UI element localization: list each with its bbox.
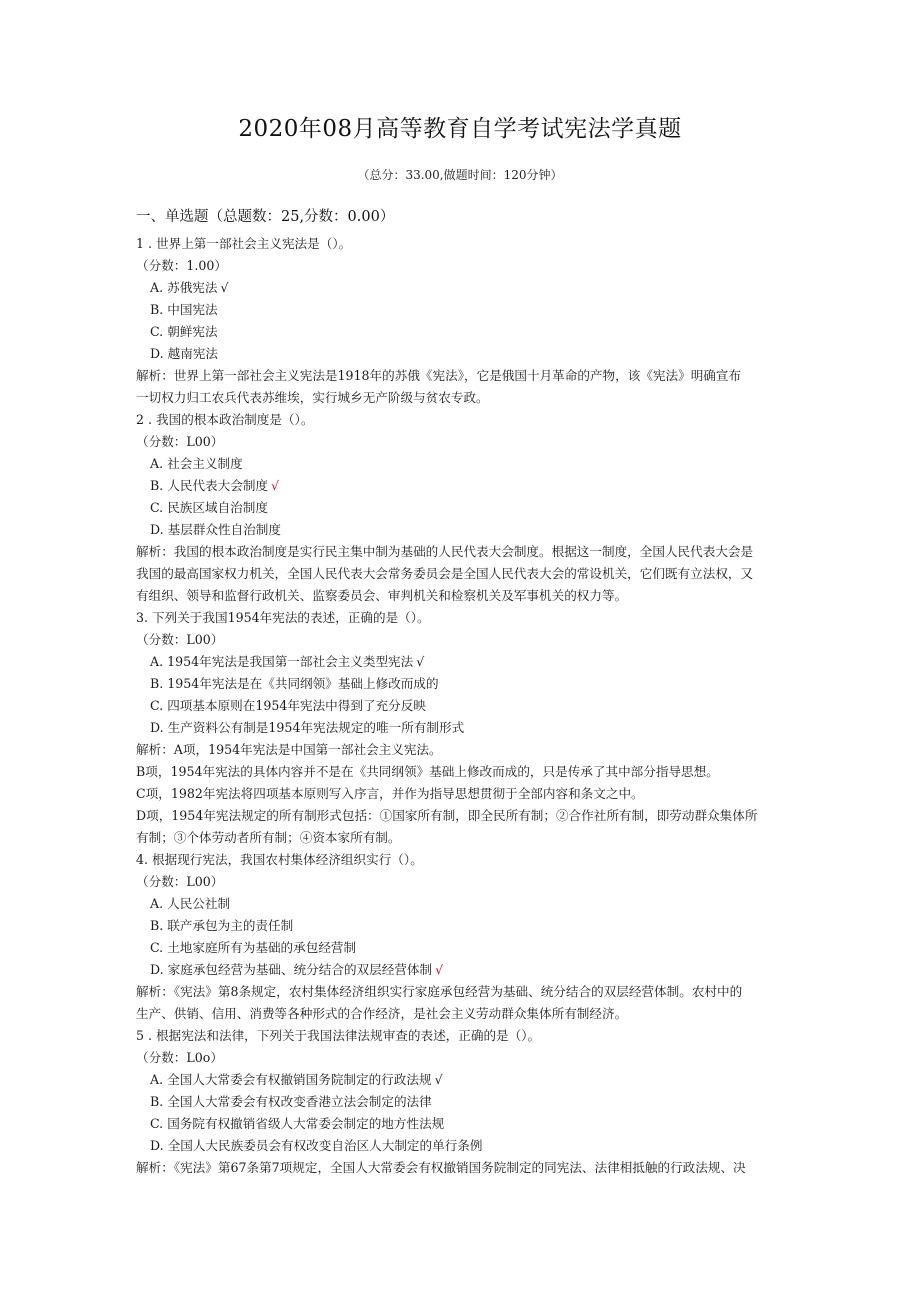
question-stem: 1 . 世界上第一部社会主义宪法是（）。 <box>136 236 352 251</box>
analysis-line: D项，1954年宪法规定的所有制形式包括：①国家所有制，即全民所有制；②合作社所有制，即劳动群众集体所 <box>136 808 758 823</box>
correct-answer-check-icon: √ <box>416 654 425 669</box>
answer-option <box>136 1069 786 1091</box>
analysis-line: 解析：《宪法》第67条第7项规定，全国人大常委会有权撤销国务院制定的同宪法、法律相抵触的行政法规、决 <box>136 1160 746 1175</box>
option-text: B. 联产承包为主的责任制 <box>150 918 294 933</box>
page-title: 2020年08月高等教育自学考试宪法学真题 <box>238 116 682 142</box>
analysis-line: 解析：《宪法》第8条规定，农村集体经济组织实行家庭承包经营为基础、统分结合的双层经营体制。农村中的 <box>136 984 743 999</box>
option-text: A. 苏俄宪法 <box>150 280 218 295</box>
option-text: D. 全国人大民族委员会有权改变自治区人大制定的单行条例 <box>150 1138 483 1153</box>
question-stem: 4. 根据现行宪法，我国农村集体经济组织实行（）。 <box>136 852 423 867</box>
question-score: （分数：L0o） <box>136 1050 223 1065</box>
question-item <box>136 607 786 849</box>
analysis-line: 有组织、领导和监督行政机关、监察委员会、审判机关和检察机关及军事机关的权力等。 <box>136 588 628 603</box>
correct-answer-check-icon: √ <box>220 280 229 295</box>
answer-option <box>136 343 786 365</box>
option-text: D. 家庭承包经营为基础、统分结合的双层经营体制 <box>150 962 433 977</box>
analysis-line: 生产、供销、信用、消费等各种形式的合作经济，是社会主义劳动群众集体所有制经济。 <box>136 1006 628 1021</box>
answer-option <box>136 959 786 981</box>
answer-option <box>136 915 786 937</box>
option-text: A. 1954年宪法是我国第一部社会主义类型宪法 <box>150 654 414 669</box>
analysis-line: B项，1954年宪法的具体内容并不是在《共同纲领》基础上修改而成的，只是传承了其中部分指导思想。 <box>136 764 719 779</box>
analysis-line: 解析：世界上第一部社会主义宪法是1918年的苏俄《宪法》，它是俄国十月革命的产物，该《宪法》明确宣布 <box>136 368 742 383</box>
answer-option <box>136 299 786 321</box>
question-item <box>136 1025 786 1179</box>
analysis-line: 解析：我国的根本政治制度是实行民主集中制为基础的人民代表大会制度。根据这一制度，全国人民代表大会是 <box>136 544 754 559</box>
option-text: A. 人民公社制 <box>150 896 231 911</box>
question-stem: 5 . 根据宪法和法律，下列关于我国法律法规审查的表述，正确的是（）。 <box>136 1028 541 1043</box>
answer-option <box>136 497 786 519</box>
option-text: D. 生产资料公有制是1954年宪法规定的唯一所有制形式 <box>150 720 465 735</box>
question-score: （分数：1.00） <box>136 258 228 273</box>
option-text: B. 中国宪法 <box>150 302 218 317</box>
question-stem: 3. 下列关于我国1954年宪法的表述，正确的是（）。 <box>136 610 430 625</box>
answer-option <box>136 1113 786 1135</box>
option-text: C. 朝鲜宪法 <box>150 324 218 339</box>
question-list <box>136 233 786 1179</box>
option-text: D. 越南宪法 <box>150 346 219 361</box>
option-text: B. 人民代表大会制度 <box>150 478 269 493</box>
answer-option <box>136 1135 786 1157</box>
answer-option <box>136 475 786 497</box>
analysis-line: 解析：A项，1954年宪法是中国第一部社会主义宪法。 <box>136 742 442 757</box>
answer-option <box>136 1091 786 1113</box>
question-item <box>136 849 786 1025</box>
option-text: D. 基层群众性自治制度 <box>150 522 281 537</box>
answer-option <box>136 695 786 717</box>
answer-option <box>136 453 786 475</box>
analysis-line: C项，1982年宪法将四项基本原则写入序言，并作为指导思想贯彻于全部内容和条文之中。 <box>136 786 644 801</box>
answer-option <box>136 651 786 673</box>
question-item <box>136 409 786 607</box>
question-item <box>136 233 786 409</box>
correct-answer-check-icon: √ <box>435 962 444 977</box>
answer-option <box>136 321 786 343</box>
question-score: （分数：L00） <box>136 632 224 647</box>
answer-option <box>136 717 786 739</box>
correct-answer-check-icon: √ <box>271 478 280 493</box>
analysis-line: 一切权力归工农兵代表苏维埃，实行城乡无产阶级与贫农专政。 <box>136 390 489 405</box>
question-score: （分数：L00） <box>136 874 224 889</box>
analysis-line: 有制；③个体劳动者所有制；④资本家所有制。 <box>136 830 401 845</box>
answer-option <box>136 519 786 541</box>
section-heading: 一、单选题（总题数：25,分数：0.00） <box>136 209 395 225</box>
exam-meta: （总分：33.00,做题时间：120分钟） <box>357 168 563 182</box>
answer-option <box>136 893 786 915</box>
option-text: C. 国务院有权撤销省级人大常委会制定的地方性法规 <box>150 1116 445 1131</box>
option-text: C. 民族区域自治制度 <box>150 500 268 515</box>
answer-option <box>136 673 786 695</box>
option-text: B. 1954年宪法是在《共同纲领》基础上修改而成的 <box>150 676 439 691</box>
question-stem: 2 . 我国的根本政治制度是（）。 <box>136 412 314 427</box>
option-text: A. 社会主义制度 <box>150 456 243 471</box>
analysis-line: 我国的最高国家权力机关，全国人民代表大会常务委员会是全国人民代表大会的常设机关，它们既有立法权，又 <box>136 566 754 581</box>
option-text: C. 土地家庭所有为基础的承包经营制 <box>150 940 357 955</box>
option-text: B. 全国人大常委会有权改变香港立法会制定的法律 <box>150 1094 432 1109</box>
answer-option <box>136 937 786 959</box>
answer-option <box>136 277 786 299</box>
option-text: A. 全国人大常委会有权撤销国务院制定的行政法规 <box>150 1072 432 1087</box>
option-text: C. 四项基本原则在1954年宪法中得到了充分反映 <box>150 698 426 713</box>
question-score: （分数：L00） <box>136 434 224 449</box>
correct-answer-check-icon: √ <box>434 1072 443 1087</box>
